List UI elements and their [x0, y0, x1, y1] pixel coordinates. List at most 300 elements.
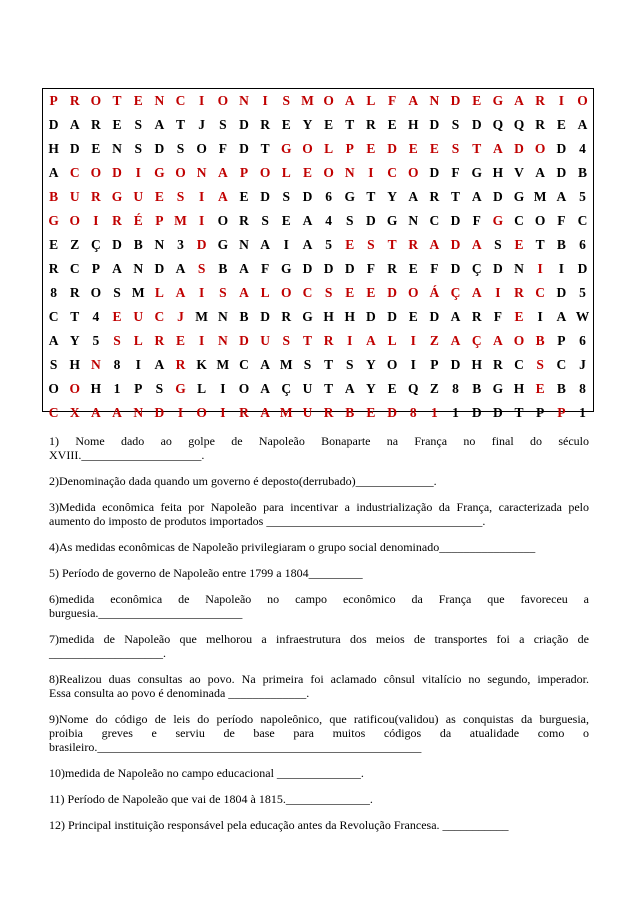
grid-cell: S	[134, 117, 142, 133]
grid-cell: E	[133, 93, 143, 109]
grid-cell: O	[302, 141, 313, 157]
grid-cell: P	[239, 165, 249, 181]
grid-cell: U	[133, 189, 144, 205]
grid-cell: I	[199, 213, 205, 229]
grid-cell: I	[283, 237, 289, 253]
grid-cell: 1	[431, 405, 438, 421]
grid-cell: P	[557, 333, 566, 349]
grid-cell: I	[537, 309, 543, 325]
grid-cell: D	[556, 165, 567, 181]
grid-cell: L	[387, 333, 397, 349]
grid-cell: 8	[409, 405, 417, 421]
grid-row	[43, 257, 593, 281]
grid-cell: I	[135, 357, 141, 373]
grid-cell: T	[345, 117, 355, 133]
grid-cell: T	[112, 93, 122, 109]
grid-cell: E	[387, 117, 397, 133]
grid-cell: S	[176, 189, 185, 205]
grid-cell: P	[134, 381, 143, 397]
grid-cell: F	[451, 165, 460, 181]
grid-cell: H	[471, 357, 482, 373]
question-4: 4)As medidas econômicas de Napoleão privilegiaram o grupo social denominado________________	[49, 540, 536, 554]
grid-cell: E	[112, 309, 122, 325]
grid-cell: E	[408, 261, 418, 277]
grid-cell: E	[387, 381, 397, 397]
grid-cell: C	[535, 285, 546, 301]
grid-cell: L	[324, 141, 334, 157]
grid-cell: Á	[429, 285, 440, 301]
grid-cell: 4	[92, 309, 100, 325]
grid-cell: A	[112, 405, 122, 421]
grid-cell: E	[535, 381, 545, 397]
grid-cell: N	[133, 405, 144, 421]
grid-cell: P	[430, 357, 439, 373]
grid-cell: D	[471, 117, 482, 133]
grid-cell: D	[366, 309, 376, 325]
grid-cell: N	[112, 141, 122, 157]
grid-cell: M	[279, 405, 293, 421]
grid-cell: R	[535, 117, 546, 133]
grid-cell: I	[135, 165, 141, 181]
grid-cell: S	[176, 141, 185, 157]
grid-cell: C	[175, 93, 186, 109]
grid-cell: C	[69, 261, 80, 277]
grid-cell: Ç	[471, 261, 482, 277]
grid-cell: A	[556, 189, 567, 205]
grid-cell: Q	[407, 381, 419, 397]
grid-cell: R	[492, 357, 503, 373]
grid-cell: I	[220, 381, 226, 397]
grid-cell: F	[261, 261, 270, 277]
grid-cell: O	[217, 213, 229, 229]
grid-cell: D	[239, 141, 249, 157]
grid-cell: O	[196, 405, 207, 421]
grid-cell: Z	[70, 237, 80, 253]
grid-cell: S	[303, 357, 312, 373]
question-8: 8)Realizou duas consultas ao povo. Na primeira foi aclamado cônsul vitalício no segundo, imperador. Essa consulta ao povo é denominada _____________.	[49, 672, 589, 700]
grid-cell: M	[174, 213, 187, 229]
grid-cell: I	[199, 333, 205, 349]
grid-cell: D	[260, 189, 271, 205]
grid-cell: Y	[69, 333, 80, 349]
grid-cell: S	[346, 357, 354, 373]
grid-cell: 6	[579, 237, 586, 253]
grid-cell: S	[451, 117, 460, 133]
grid-cell: A	[260, 237, 271, 253]
grid-cell: D	[48, 117, 59, 133]
grid-cell: 4	[579, 141, 586, 157]
grid-cell: A	[48, 333, 59, 349]
grid-cell: M	[533, 189, 547, 205]
grid-cell: D	[302, 189, 313, 205]
question-9: 9)Nome do código de leis do período napoleônico, que ratificou(validou) as conquistas da burguesia, proibia greves e serviu de base para muitos códigos da atualidade como o brasileiro.______________________________________________________	[49, 712, 589, 754]
grid-cell: D	[154, 405, 165, 421]
grid-cell: G	[344, 189, 356, 205]
grid-cell: E	[324, 117, 334, 133]
grid-cell: I	[93, 213, 99, 229]
grid-cell: R	[112, 213, 122, 229]
grid-cell: H	[513, 381, 525, 397]
grid-cell: S	[536, 357, 544, 373]
question-7: 7)medida de Napoleão que melhorou a infraestrutura dos meios de transportes foi a criação de ___________________.	[49, 632, 589, 660]
grid-cell: F	[366, 261, 376, 277]
grid-cell: 5	[579, 189, 586, 205]
grid-cell: D	[387, 405, 397, 421]
grid-cell: A	[556, 309, 567, 325]
grid-cell: A	[471, 189, 482, 205]
grid-cell: H	[90, 381, 102, 397]
grid-cell: S	[282, 333, 291, 349]
grid-cell: 8	[113, 357, 121, 373]
question-11: 11) Período de Napoleão que vai de 1804 à 1815.______________.	[49, 792, 373, 806]
grid-cell: V	[514, 165, 524, 181]
grid-cell: D	[450, 261, 461, 277]
grid-cell: S	[113, 285, 121, 301]
grid-cell: R	[408, 237, 419, 253]
grid-cell: D	[260, 309, 271, 325]
grid-cell: G	[281, 261, 292, 277]
grid-cell: E	[112, 117, 122, 133]
grid-cell: C	[429, 213, 440, 229]
grid-cell: O	[90, 165, 102, 181]
grid-cell: D	[69, 141, 80, 157]
grid-cell: 8	[50, 285, 57, 301]
grid-cell: A	[239, 285, 249, 301]
grid-cell: Z	[429, 381, 439, 397]
grid-cell: O	[69, 213, 80, 229]
grid-cell: H	[323, 309, 334, 325]
grid-cell: A	[69, 117, 80, 133]
grid-cell: N	[408, 213, 419, 229]
grid-cell: C	[387, 165, 397, 181]
grid-cell: A	[217, 189, 228, 205]
grid-cell: N	[239, 237, 249, 253]
grid-cell: O	[217, 93, 229, 109]
grid-cell: G	[492, 213, 504, 229]
grid-cell: Y	[366, 357, 376, 373]
grid-cell: H	[492, 165, 504, 181]
grid-cell: D	[471, 405, 482, 421]
grid-cell: O	[259, 165, 271, 181]
grid-cell: L	[260, 285, 270, 301]
grid-cell: P	[91, 261, 101, 277]
grid-cell: Ç	[91, 237, 101, 253]
grid-cell: O	[513, 333, 525, 349]
grid-cell: A	[408, 189, 419, 205]
grid-cell: B	[218, 261, 228, 277]
grid-cell: D	[387, 285, 397, 301]
grid-cell: E	[345, 237, 355, 253]
grid-cell: T	[324, 357, 334, 373]
grid-cell: H	[48, 141, 59, 157]
grid-cell: N	[91, 357, 101, 373]
grid-row	[43, 233, 593, 257]
grid-cell: A	[302, 213, 313, 229]
grid-cell: M	[301, 93, 314, 109]
grid-cell: S	[282, 189, 291, 205]
grid-cell: E	[366, 285, 376, 301]
question-2: 2)Denominação dada quando um governo é deposto(derrubado)_____________.	[49, 474, 437, 488]
grid-cell: Z	[429, 333, 439, 349]
grid-cell: T	[535, 237, 545, 253]
grid-cell: B	[472, 381, 482, 397]
grid-cell: A	[408, 93, 419, 109]
grid-cell: D	[492, 405, 503, 421]
grid-cell: L	[154, 285, 164, 301]
grid-cell: C	[239, 357, 249, 373]
grid-cell: S	[367, 237, 375, 253]
grid-cell: D	[154, 261, 165, 277]
grid-cell: G	[175, 381, 186, 397]
grid-cell: Ç	[281, 381, 292, 397]
grid-cell: A	[91, 405, 101, 421]
grid-cell: D	[492, 189, 503, 205]
grid-cell: 1	[579, 405, 586, 421]
grid-cell: D	[154, 141, 165, 157]
grid-row	[43, 185, 593, 209]
grid-cell: 1	[113, 381, 121, 397]
grid-cell: 5	[92, 333, 100, 349]
grid-cell: D	[429, 309, 440, 325]
grid-row	[43, 377, 593, 401]
grid-cell: D	[492, 261, 503, 277]
grid-row	[43, 137, 593, 161]
grid-cell: G	[302, 309, 313, 325]
grid-cell: O	[407, 165, 419, 181]
grid-cell: D	[387, 309, 397, 325]
grid-cell: N	[344, 165, 355, 181]
grid-cell: M	[216, 357, 230, 373]
grid-cell: G	[471, 165, 482, 181]
grid-cell: E	[514, 309, 524, 325]
grid-cell: O	[577, 93, 588, 109]
grid-cell: D	[450, 93, 461, 109]
grid-cell: G	[513, 189, 525, 205]
grid-cell: A	[429, 237, 440, 253]
grid-cell: Y	[366, 381, 376, 397]
grid-cell: C	[154, 309, 165, 325]
grid-cell: H	[344, 309, 356, 325]
grid-cell: O	[90, 93, 102, 109]
grid-cell: E	[345, 285, 355, 301]
grid-cell: U	[133, 309, 144, 325]
grid-cell: H	[69, 357, 80, 373]
grid-cell: D	[429, 165, 440, 181]
grid-cell: R	[91, 189, 101, 205]
grid-cell: U	[260, 333, 271, 349]
grid-cell: T	[70, 309, 80, 325]
grid-cell: S	[261, 213, 269, 229]
grid-cell: F	[472, 213, 481, 229]
grid-cell: E	[239, 189, 249, 205]
grid-cell: E	[91, 141, 101, 157]
grid-cell: O	[69, 381, 80, 397]
grid-cell: O	[386, 357, 398, 373]
grid-cell: A	[239, 261, 249, 277]
grid-cell: N	[217, 333, 228, 349]
grid-cell: D	[302, 261, 313, 277]
grid-cell: 4	[325, 213, 332, 229]
grid-cell: K	[196, 357, 207, 373]
grid-cell: W	[575, 309, 590, 325]
question-list	[49, 434, 589, 844]
grid-cell: T	[472, 141, 482, 157]
grid-cell: R	[69, 93, 80, 109]
grid-cell: M	[279, 357, 293, 373]
grid-cell: R	[323, 405, 334, 421]
grid-cell: R	[260, 117, 271, 133]
grid-cell: J	[579, 357, 586, 373]
grid-cell: N	[196, 165, 207, 181]
grid-cell: E	[281, 117, 291, 133]
grid-cell: S	[197, 261, 206, 277]
grid-row	[43, 281, 593, 305]
grid-cell: Ç	[471, 333, 482, 349]
grid-cell: E	[556, 117, 566, 133]
grid-cell: A	[175, 285, 186, 301]
grid-cell: R	[366, 117, 376, 133]
question-12: 12) Principal instituição responsável pela educação antes da Revolução Francesa. ___________	[49, 818, 509, 832]
grid-cell: T	[366, 189, 376, 205]
grid-cell: D	[196, 237, 207, 253]
grid-cell: O	[534, 141, 546, 157]
grid-cell: S	[324, 285, 333, 301]
grid-cell: B	[577, 165, 587, 181]
grid-cell: S	[494, 237, 502, 253]
grid-cell: C	[48, 405, 59, 421]
grid-cell: J	[198, 117, 206, 133]
grid-cell: O	[196, 141, 207, 157]
grid-cell: I	[262, 93, 268, 109]
grid-cell: F	[430, 261, 439, 277]
grid-cell: A	[302, 237, 313, 253]
grid-cell: D	[323, 261, 334, 277]
grid-cell: R	[239, 213, 249, 229]
grid-cell: N	[429, 93, 440, 109]
grid-cell: Y	[387, 189, 397, 205]
grid-cell: R	[387, 261, 397, 277]
grid-cell: I	[368, 165, 374, 181]
grid-cell: E	[514, 237, 524, 253]
grid-cell: A	[514, 93, 524, 109]
grid-cell: A	[260, 405, 271, 421]
grid-cell: I	[558, 93, 564, 109]
grid-cell: M	[131, 285, 145, 301]
grid-cell: O	[175, 165, 186, 181]
grid-cell: O	[323, 165, 334, 181]
grid-row	[43, 353, 593, 377]
grid-cell: N	[217, 309, 228, 325]
question-1: 1) Nome dado ao golpe de Napoleão Bonaparte na França no final do século XVIII.____________________.	[49, 434, 589, 462]
grid-cell: 3	[177, 237, 184, 253]
grid-cell: G	[217, 237, 229, 253]
grid-cell: M	[195, 309, 209, 325]
grid-cell: E	[429, 141, 439, 157]
grid-cell: U	[302, 405, 313, 421]
grid-cell: A	[471, 237, 482, 253]
grid-cell: O	[323, 93, 334, 109]
grid-cell: D	[387, 141, 397, 157]
grid-row	[43, 401, 593, 425]
grid-cell: E	[176, 333, 186, 349]
grid-cell: A	[450, 333, 461, 349]
grid-row	[43, 113, 593, 137]
grid-cell: B	[535, 333, 545, 349]
grid-cell: B	[556, 381, 566, 397]
grid-cell: D	[514, 141, 524, 157]
grid-cell: U	[302, 381, 313, 397]
grid-cell: L	[281, 165, 291, 181]
grid-cell: Q	[513, 117, 525, 133]
grid-cell: E	[154, 189, 164, 205]
grid-cell: X	[69, 405, 80, 421]
grid-row	[43, 209, 593, 233]
grid-cell: D	[366, 213, 376, 229]
grid-cell: Ç	[450, 285, 461, 301]
grid-cell: I	[177, 405, 184, 421]
grid-cell: I	[199, 93, 205, 109]
grid-cell: I	[199, 189, 205, 205]
grid-cell: I	[495, 285, 501, 301]
word-search-grid	[42, 88, 594, 421]
grid-cell: E	[472, 93, 482, 109]
grid-cell: T	[387, 237, 397, 253]
grid-cell: I	[410, 357, 416, 373]
grid-cell: S	[282, 93, 291, 109]
grid-cell: G	[386, 213, 398, 229]
grid-cell: G	[492, 381, 504, 397]
grid-cell: D	[429, 117, 440, 133]
grid-cell: N	[154, 93, 165, 109]
grid-cell: T	[176, 117, 186, 133]
grid-cell: O	[90, 285, 102, 301]
grid-cell: B	[556, 237, 566, 253]
grid-cell: S	[451, 141, 460, 157]
grid-cell: I	[220, 405, 226, 421]
grid-cell: S	[346, 213, 354, 229]
grid-cell: I	[347, 333, 353, 349]
grid-cell: T	[260, 141, 270, 157]
grid-cell: S	[219, 285, 227, 301]
grid-cell: P	[49, 93, 58, 109]
grid-cell: D	[556, 285, 567, 301]
grid-cell: A	[450, 309, 461, 325]
grid-cell: Y	[302, 117, 313, 133]
grid-cell: E	[408, 141, 418, 157]
question-10: 10)medida de Napoleão no campo educacional ______________.	[49, 766, 364, 780]
grid-cell: 8	[452, 381, 459, 397]
grid-cell: P	[557, 405, 566, 421]
grid-cell: S	[113, 333, 121, 349]
grid-cell: A	[112, 261, 122, 277]
grid-cell: A	[344, 381, 355, 397]
grid-cell: A	[260, 357, 271, 373]
grid-cell: P	[155, 213, 164, 229]
grid-cell: R	[154, 333, 165, 349]
grid-cell: S	[219, 117, 227, 133]
grid-cell: G	[281, 141, 292, 157]
grid-cell: 6	[325, 189, 332, 205]
grid-cell: A	[175, 261, 186, 277]
grid-row	[43, 161, 593, 185]
grid-cell: D	[577, 261, 588, 277]
grid-cell: 6	[579, 333, 586, 349]
grid-cell: N	[154, 237, 165, 253]
grid-cell: R	[91, 117, 101, 133]
grid-cell: G	[111, 189, 123, 205]
grid-cell: A	[492, 333, 503, 349]
question-3: 3)Medida econômica feita por Napoleão para incentivar a industrialização da França, caracterizada pelo aumento do imposto de produtos importados ____________________________________.	[49, 500, 589, 528]
